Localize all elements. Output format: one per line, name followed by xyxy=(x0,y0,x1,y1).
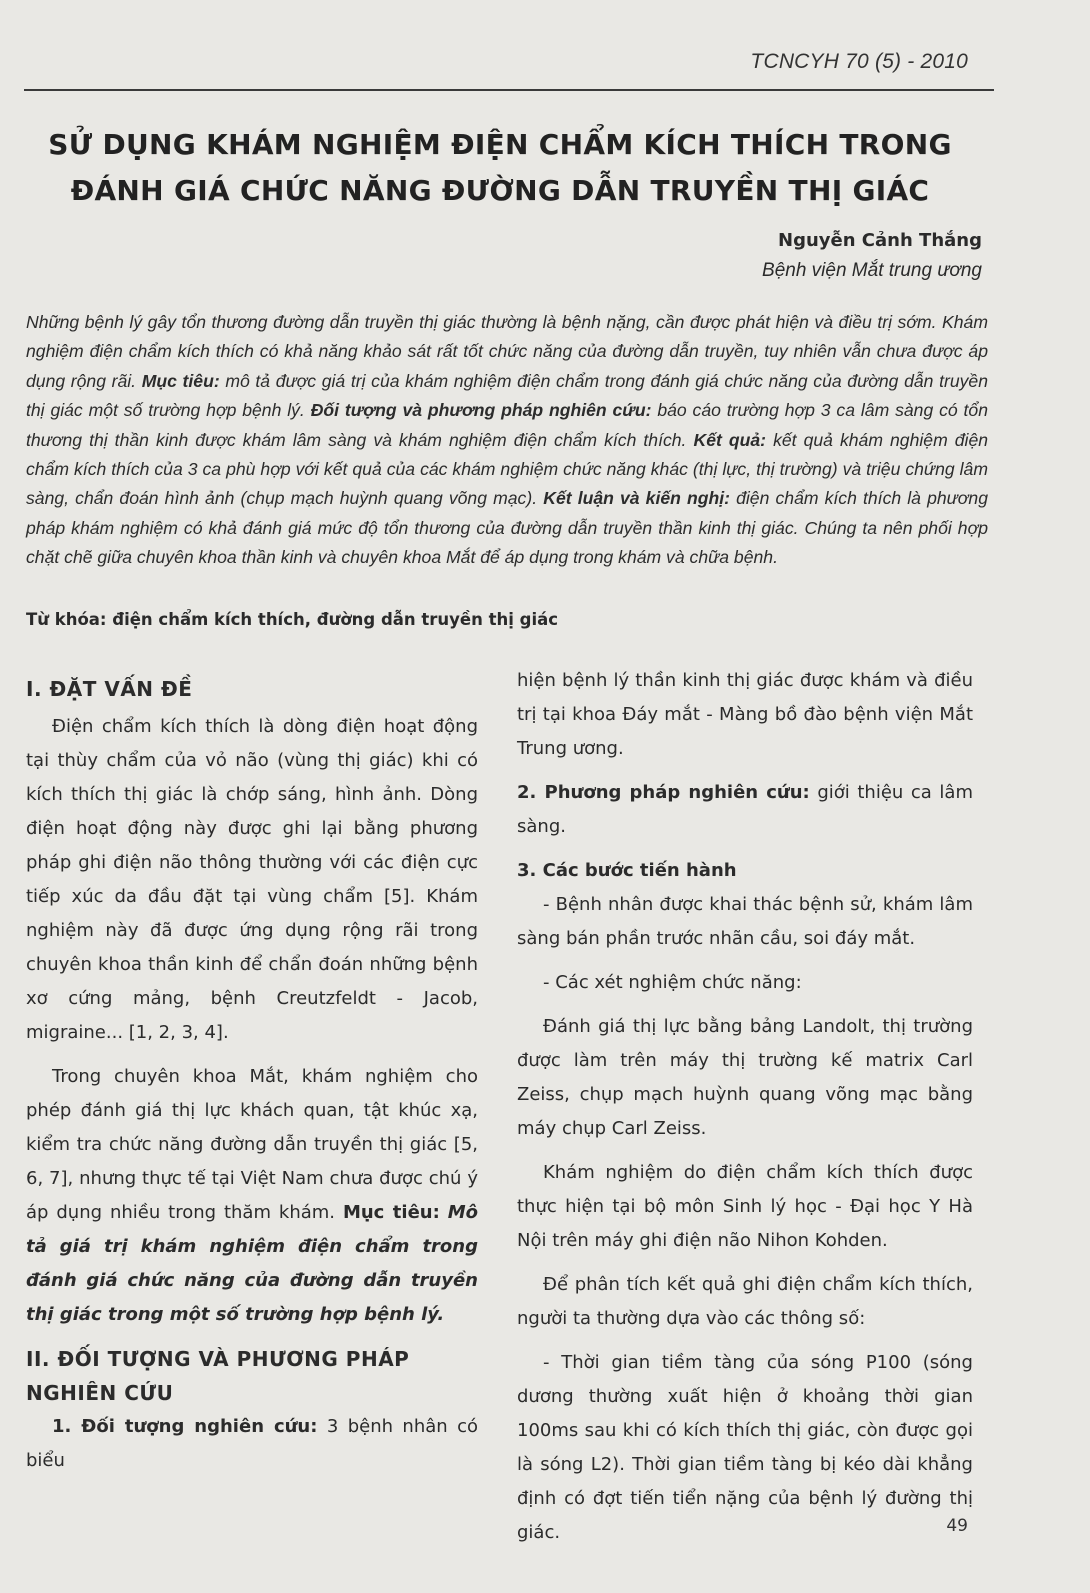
abstract-label-results: Kết quả: xyxy=(693,429,767,450)
abstract-results: kết quả khám nghiệm điện chẩm kích thích của 3 ca phù hợp với kết quả của các khám nghiệm chức năng khác (thị lực, thị trường) và triệu chứng lâm sàng, chẩn đoán hình ảnh (chụp mạch huỳnh quang võng mạc). xyxy=(26,429,989,509)
abstract-conclusion: điện chẩm kích thích là phương pháp khám nghiệm có khả đánh giá mức độ tổn thương của đường dẫn truyền thần kinh thị giác. Chúng ta nên phối hợp chặt chẽ giữa chuyên khoa thần kinh và chuyên khoa Mắt để áp dụng trong khám và chữa bệnh. xyxy=(26,488,988,568)
header-rule xyxy=(24,89,994,91)
abstract-label-methods: Đối tượng và phương pháp nghiên cứu: xyxy=(310,400,652,421)
right-column xyxy=(517,664,973,1560)
paragraph: Khám nghiệm do điện chẩm kích thích được thực hiện tại bộ môn Sinh lý học - Đại học Y Hà Nội trên máy ghi điện não Nihon Kohden. xyxy=(517,1162,973,1251)
paragraph xyxy=(26,1060,478,1332)
paragraph: Đánh giá thị lực bằng bảng Landolt, thị trường được làm trên máy thị trường kế matrix Carl Zeiss, chụp mạch huỳnh quang võng mạc bằng máy chụp Carl Zeiss. xyxy=(517,1016,973,1139)
journal-header: TCNCYH 70 (5) - 2010 xyxy=(750,50,968,73)
objective-text: Mô tả giá trị khám nghiệm điện chẩm trong đánh giá chức năng của đường dẫn truyền thị giác trong một số trường hợp bệnh lý. xyxy=(26,1202,478,1325)
subsection-heading xyxy=(517,854,973,888)
abstract-methods: báo cáo trường hợp 3 ca lâm sàng có tổn thương thị thần kinh được khám lâm sàng và khám nghiệm điện chẩm kích thích. xyxy=(26,400,988,450)
abstract-objective: mô tả được giá trị của khám nghiệm điện chẩm trong đánh giá chức năng của đường dẫn truyền thị giác một số trường hợp bệnh lý. xyxy=(26,370,988,421)
list-item: - Các xét nghiệm chức năng: xyxy=(543,972,802,993)
author-affiliation: Bệnh viện Mắt trung ương xyxy=(762,260,982,281)
paragraph: Để phân tích kết quả ghi điện chẩm kích thích, người ta thường dựa vào các thông số: xyxy=(517,1274,973,1329)
abstract-intro: Những bệnh lý gây tổn thương đường dẫn truyền thị giác thường là bệnh nặng, cần được phát hiện và điều trị sớm. Khám nghiệm điện chẩm kích thích có khả năng khảo sát rất tốt chức năng của đường dẫn truyền, tuy nhiên vẫn chưa được áp dụng rộng rãi. xyxy=(26,312,988,391)
paragraph: Điện chẩm kích thích là dòng điện hoạt động tại thùy chẩm của vỏ não (vùng thị giác) khi có kích thích thị giác là chớp sáng, hình ảnh. Dòng điện hoạt động này được ghi lại bằng phương pháp ghi điện não thông thường với các điện cực tiếp xúc da đầu đặt tại vùng chẩm [5]. Khám nghiệm này đã được ứng dụng rộng rãi trong chuyên khoa thần kinh để chẩn đoán những bệnh xơ cứng mảng, bệnh Creutzfeldt - Jacob, migraine... [1, 2, 3, 4]. xyxy=(26,716,478,1043)
paragraph-text: 3 bệnh nhân có biểu xyxy=(26,1416,478,1471)
list-item: - Thời gian tiềm tàng của sóng P100 (sóng dương thường xuất hiện ở khoảng thời gian 100ms sau khi có kích thích thị giác, còn được gọi là sóng L2). Thời gian tiềm tàng bị kéo dài khẳng định có đợt tiến tiển nặng của bệnh lý đường thị giác. xyxy=(517,1352,973,1543)
paragraph xyxy=(26,1410,478,1478)
page-number: 49 xyxy=(946,1516,968,1536)
author-block xyxy=(762,226,982,286)
list-item: - Bệnh nhân được khai thác bệnh sử, khám lâm sàng bán phần trước nhãn cầu, soi đáy mắt. xyxy=(517,894,973,949)
section-heading-2-line-1: II. ĐỐI TƯỢNG VÀ PHƯƠNG PHÁP xyxy=(26,1347,410,1371)
abstract-label-conclusion: Kết luận và kiến nghị: xyxy=(543,488,730,509)
section-heading-2-line-2: NGHIÊN CỨU xyxy=(26,1381,174,1405)
subsection-label: 2. Phương pháp nghiên cứu: xyxy=(517,782,810,803)
section-heading-1: I. ĐẶT VẤN ĐỀ xyxy=(26,677,193,701)
title-line-2: ĐÁNH GIÁ CHỨC NĂNG ĐƯỜNG DẪN TRUYỀN THỊ GIÁC xyxy=(70,174,930,207)
left-column xyxy=(26,672,478,1488)
subsection-label: 3. Các bước tiến hành xyxy=(517,860,737,881)
paragraph-text: giới thiệu ca lâm sàng. xyxy=(517,782,973,837)
keywords: Từ khóa: điện chẩm kích thích, đường dẫn truyền thị giác xyxy=(26,610,559,629)
paragraph xyxy=(517,776,973,844)
abstract-label-objective: Mục tiêu: xyxy=(141,370,220,391)
paragraph-text: Trong chuyên khoa Mắt, khám nghiệm cho phép đánh giá thị lực khách quan, tật khúc xạ, kiểm tra chức năng đường dẫn truyền thị giác [5, 6, 7], nhưng thực tế tại Việt Nam chưa được chú ý áp dụng nhiều trong thăm khám. xyxy=(26,1066,478,1223)
objective-label: Mục tiêu: xyxy=(342,1202,440,1223)
title-line-1: SỬ DỤNG KHÁM NGHIỆM ĐIỆN CHẨM KÍCH THÍCH TRONG xyxy=(48,128,952,161)
subsection-label: 1. Đối tượng nghiên cứu: xyxy=(52,1416,318,1437)
paragraph: hiện bệnh lý thần kinh thị giác được khám và điều trị tại khoa Đáy mắt - Màng bồ đào bệnh viện Mắt Trung ương. xyxy=(517,670,973,759)
article-title xyxy=(0,122,1000,214)
section-heading-2 xyxy=(26,1342,478,1410)
author-name: Nguyễn Cảnh Thắng xyxy=(778,230,982,251)
abstract xyxy=(26,308,988,573)
